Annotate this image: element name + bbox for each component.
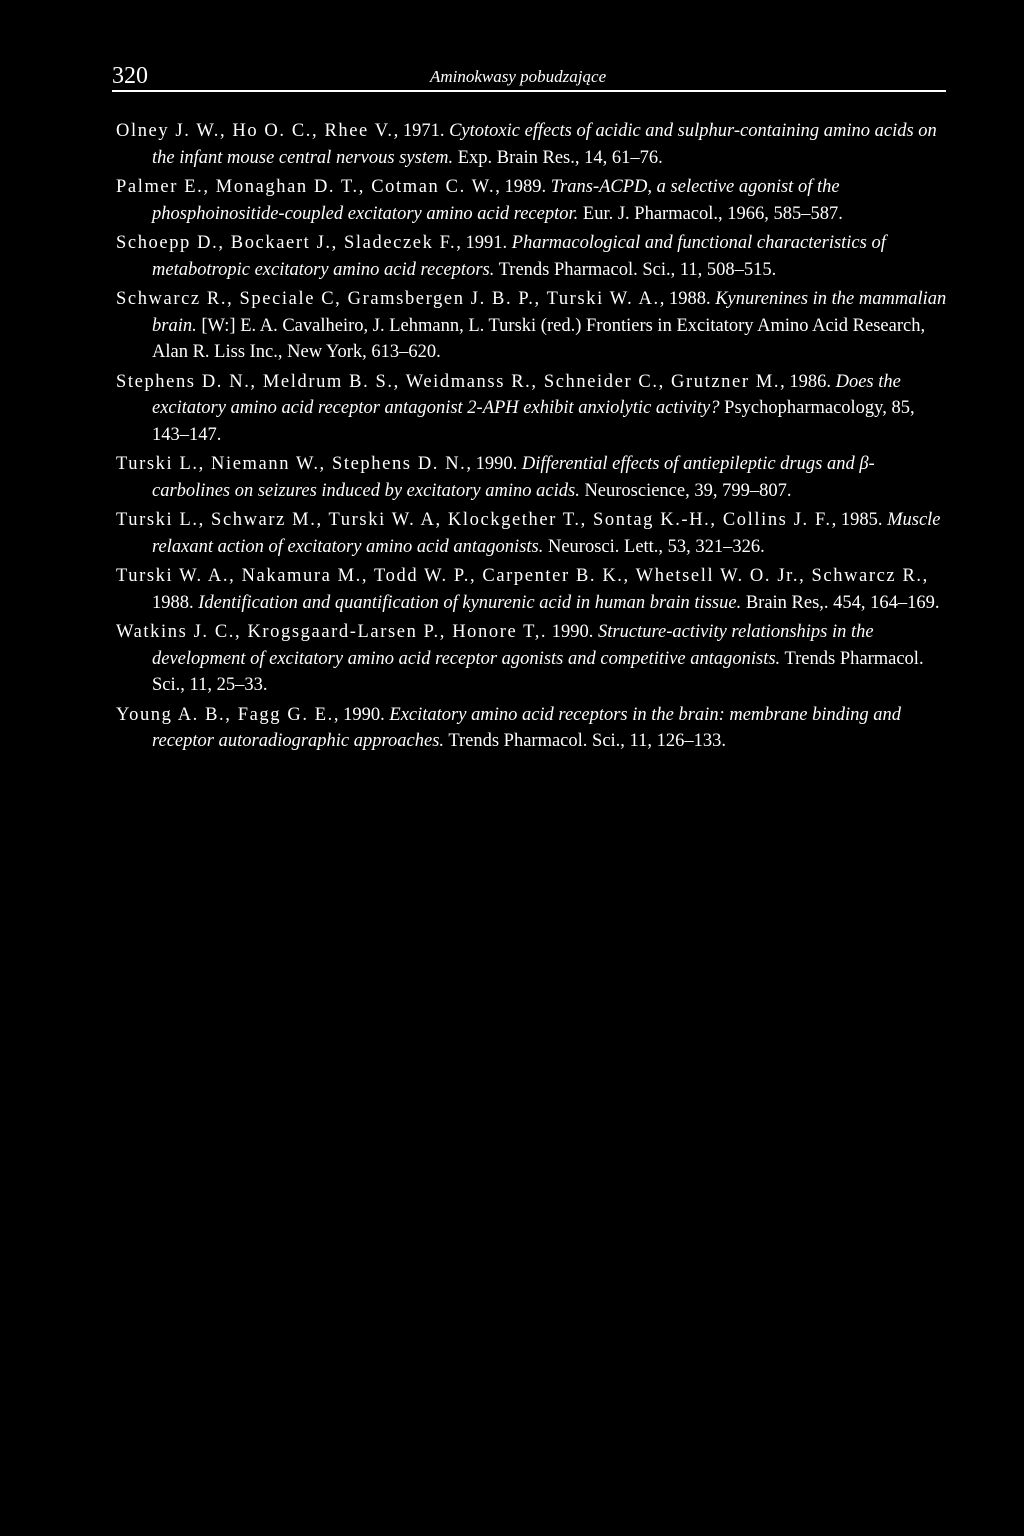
reference-title: Trans-ACPD, a selective agonist of the phosphoinositide-coupled excitatory amino acid receptor. bbox=[152, 177, 840, 224]
reference-authors: Turski L., Schwarz M., Turski W. A, Klockgether T., Sontag K.-H., Collins J. F. bbox=[116, 510, 832, 530]
reference-year: , 1988. bbox=[659, 289, 716, 309]
reference-item bbox=[116, 174, 952, 227]
reference-title: Structure-activity relationships in the development of excitatory amino acid receptor agonists and competitive antagonists. bbox=[152, 622, 874, 669]
reference-authors: Turski W. A., Nakamura M., Todd W. P., Carpenter B. K., Whetsell W. O. Jr., Schwarcz R. bbox=[116, 566, 923, 586]
reference-authors: Turski L., Niemann W., Stephens D. N. bbox=[116, 454, 467, 474]
reference-authors: Young A. B., Fagg G. E. bbox=[116, 704, 334, 725]
reference-source: Eur. J. Pharmacol., 1966, 585–587. bbox=[578, 203, 843, 224]
reference-item bbox=[116, 702, 952, 755]
reference-list bbox=[116, 118, 952, 758]
reference-item bbox=[116, 230, 952, 283]
reference-authors: Stephens D. N., Meldrum B. S., Weidmanss R., Schneider C., Grutzner M. bbox=[116, 371, 781, 392]
reference-source: Neuroscience, 39, 799–807. bbox=[579, 480, 792, 501]
reference-item bbox=[116, 286, 952, 366]
reference-year: , 1985. bbox=[831, 510, 888, 530]
reference-year: , 1986. bbox=[780, 371, 836, 392]
reference-title: Does the excitatory amino acid receptor antagonist 2-APH exhibit anxiolytic activity? bbox=[152, 371, 901, 418]
reference-source: Trends Pharmacol. Sci., 11, 126–133. bbox=[444, 731, 726, 751]
reference-item bbox=[116, 619, 952, 699]
reference-source: Psychopharmacology, 85, 143–147. bbox=[152, 398, 915, 445]
reference-title: Cytotoxic effects of acidic and sulphur-containing amino acids on the infant mouse central nervous system. bbox=[152, 121, 937, 168]
reference-year: , 1989. bbox=[495, 177, 551, 197]
reference-item bbox=[116, 451, 952, 504]
reference-title: Identification and quantification of kynurenic acid in human brain tissue. bbox=[198, 592, 742, 613]
reference-authors: Palmer E., Monaghan D. T., Cotman C. W. bbox=[116, 177, 496, 197]
reference-year: , 1990. bbox=[466, 454, 522, 474]
reference-source: Neurosci. Lett., 53, 321–326. bbox=[543, 536, 765, 557]
running-title: Aminokwasy pobudzające bbox=[430, 67, 607, 86]
reference-item bbox=[116, 507, 952, 560]
reference-authors: Schwarcz R., Speciale C, Gramsbergen J. B. P., Turski W. A. bbox=[116, 289, 660, 309]
reference-title: Muscle relaxant action of excitatory amino acid antagonists. bbox=[152, 510, 941, 557]
reference-title: Pharmacological and functional characteristics of metabotropic excitatory amino acid receptors. bbox=[152, 233, 886, 280]
reference-item bbox=[116, 369, 952, 449]
page-header bbox=[112, 62, 946, 92]
reference-source: Trends Pharmacol. Sci., 11, 25–33. bbox=[152, 648, 924, 695]
reference-authors: Watkins J. C., Krogsgaard-Larsen P., Honore T,. bbox=[116, 622, 548, 642]
reference-title: Differential effects of antiepileptic drugs and β-carbolines on seizures induced by excitatory amino acids. bbox=[152, 454, 875, 501]
reference-item bbox=[116, 118, 952, 171]
reference-year: , 1988. bbox=[152, 566, 928, 613]
reference-title: Excitatory amino acid receptors in the brain: membrane binding and receptor autoradiographic approaches. bbox=[152, 704, 901, 751]
reference-authors: Olney J. W., Ho O. C., Rhee V. bbox=[116, 121, 394, 141]
reference-year: , 1990. bbox=[333, 704, 390, 725]
reference-item bbox=[116, 563, 952, 616]
reference-year: 1990. bbox=[547, 622, 599, 642]
reference-year: , 1971. bbox=[393, 121, 450, 141]
reference-year: , 1991. bbox=[456, 233, 512, 253]
reference-source: [W:] E. A. Cavalheiro, J. Lehmann, L. Turski (red.) Frontiers in Excitatory Amino Acid Research, Alan R. Liss Inc., New York, 613–620. bbox=[152, 315, 926, 362]
reference-source: Trends Pharmacol. Sci., 11, 508–515. bbox=[494, 259, 777, 280]
reference-source: Brain Res,. 454, 164–169. bbox=[741, 592, 940, 613]
reference-title: Kynurenines in the mammalian brain. bbox=[152, 289, 947, 336]
page-number: 320 bbox=[112, 63, 148, 89]
reference-source: Exp. Brain Res., 14, 61–76. bbox=[453, 147, 663, 168]
reference-authors: Schoepp D., Bockaert J., Sladeczek F. bbox=[116, 233, 457, 253]
